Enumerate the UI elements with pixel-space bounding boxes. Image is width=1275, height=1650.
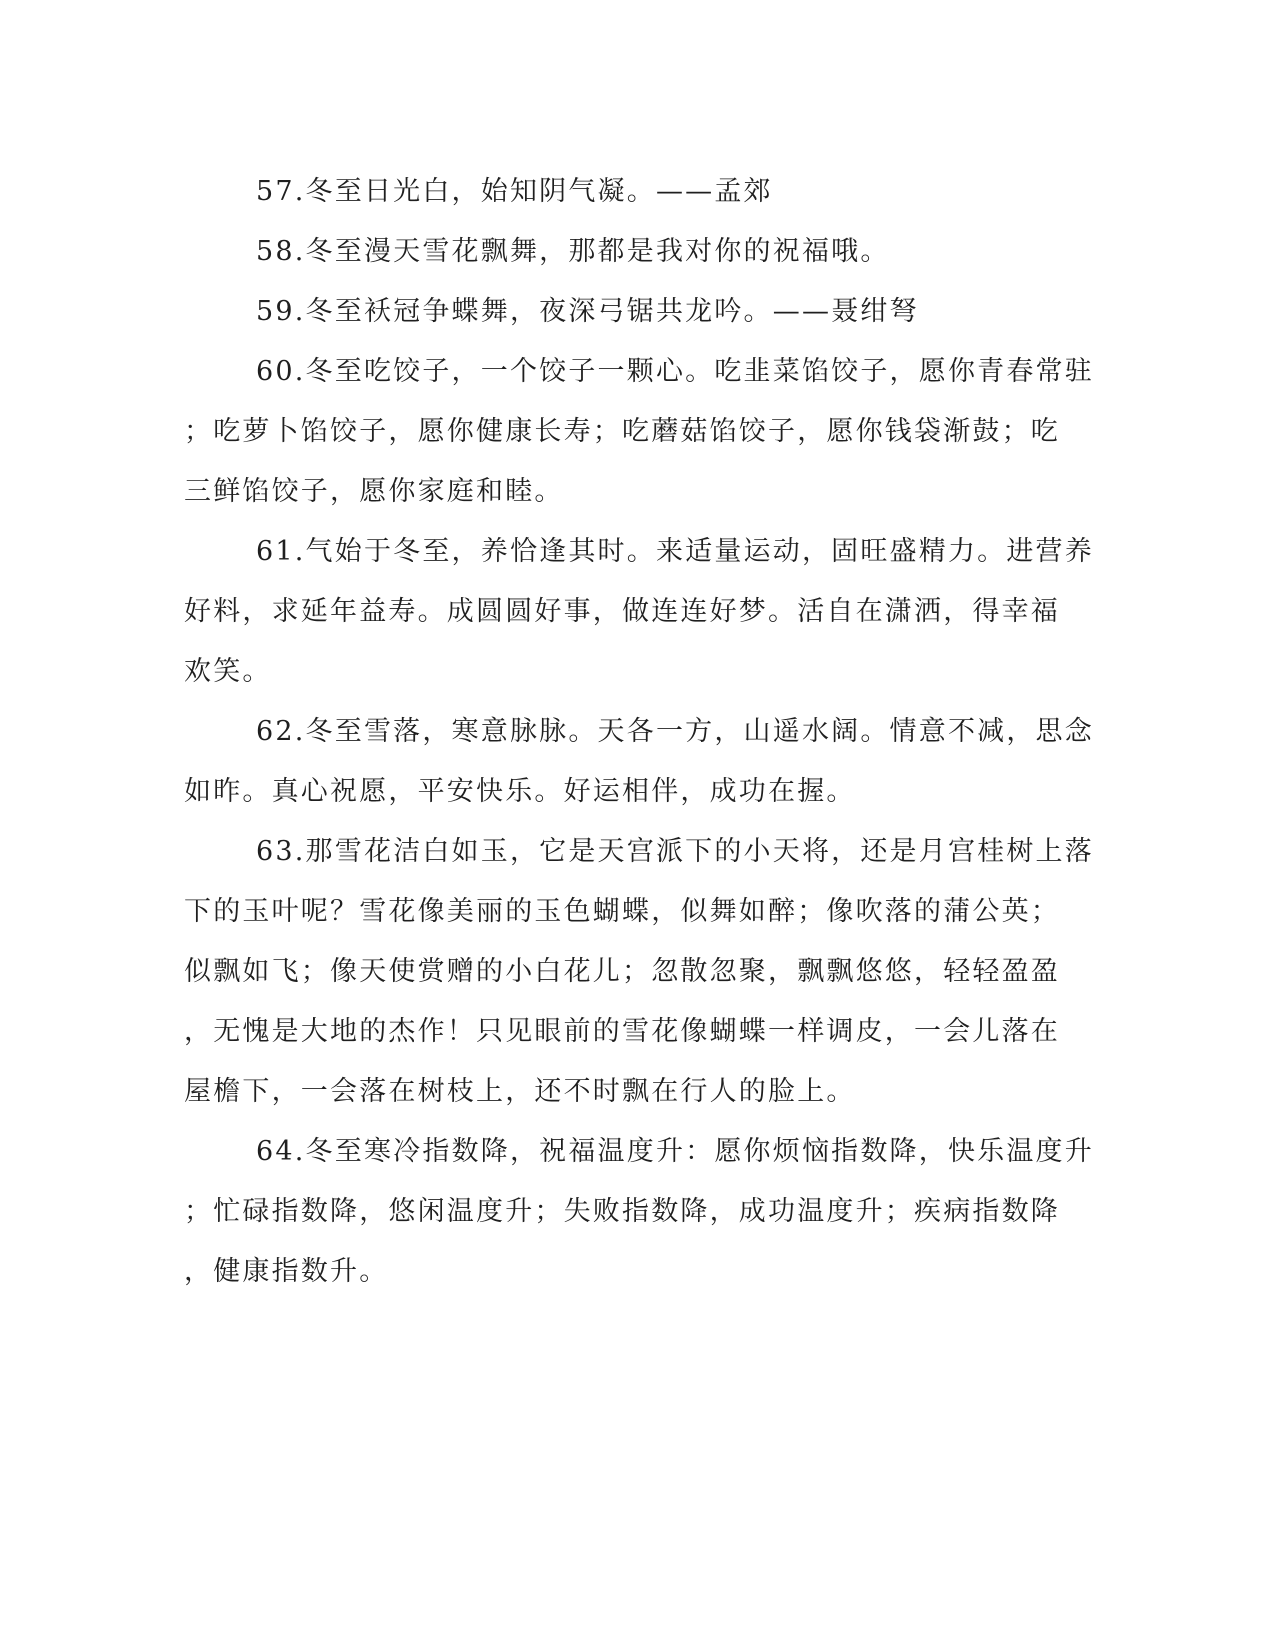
text-line: ；吃萝卜馅饺子，愿你健康长寿；吃蘑菇馅饺子，愿你钱袋渐鼓；吃 [184,416,1060,447]
text-line: 61.气始于冬至，养恰逢其时。来适量运动，固旺盛精力。进营养 [256,536,1094,567]
document-body [184,162,1094,1302]
paragraph-64 [184,1122,1094,1302]
text-line: 60.冬至吃饺子，一个饺子一颗心。吃韭菜馅饺子，愿你青春常驻 [256,356,1094,387]
paragraph-60 [184,342,1094,522]
text-line: 57.冬至日光白，始知阴气凝。——孟郊 [256,176,773,207]
text-line: 59.冬至袄冠争蝶舞，夜深弓锯共龙吟。——聂绀弩 [256,296,919,327]
text-line: 屋檐下，一会落在树枝上，还不时飘在行人的脸上。 [184,1076,856,1107]
text-line: 欢笑。 [184,656,272,687]
paragraph-58 [184,222,1056,282]
paragraph-61 [184,522,1094,702]
paragraph-62 [184,702,1094,822]
text-line: ，无愧是大地的杰作！只见眼前的雪花像蝴蝶一样调皮，一会儿落在 [184,1016,1060,1047]
text-line: 58.冬至漫天雪花飘舞，那都是我对你的祝福哦。 [256,236,890,267]
text-line: ，健康指数升。 [184,1256,389,1287]
text-line: 似飘如飞；像天使赏赠的小白花儿；忽散忽聚，飘飘悠悠，轻轻盈盈 [184,956,1060,987]
paragraph-63 [184,822,1094,1122]
paragraph-57 [184,162,1056,222]
text-line: 62.冬至雪落，寒意脉脉。天各一方，山遥水阔。情意不减，思念 [256,716,1094,747]
paragraph-59 [184,282,1056,342]
text-line: 63.那雪花洁白如玉，它是天宫派下的小天将，还是月宫桂树上落 [256,836,1094,867]
text-line: 如昨。真心祝愿，平安快乐。好运相伴，成功在握。 [184,776,856,807]
text-line: 三鲜馅饺子，愿你家庭和睦。 [184,476,564,507]
text-line: ；忙碌指数降，悠闲温度升；失败指数降，成功温度升；疾病指数降 [184,1196,1060,1227]
text-line: 好料，求延年益寿。成圆圆好事，做连连好梦。活自在潇洒，得幸福 [184,596,1060,627]
text-line: 下的玉叶呢？雪花像美丽的玉色蝴蝶，似舞如醉；像吹落的蒲公英； [184,896,1060,927]
text-line: 64.冬至寒冷指数降，祝福温度升：愿你烦恼指数降，快乐温度升 [256,1136,1094,1167]
